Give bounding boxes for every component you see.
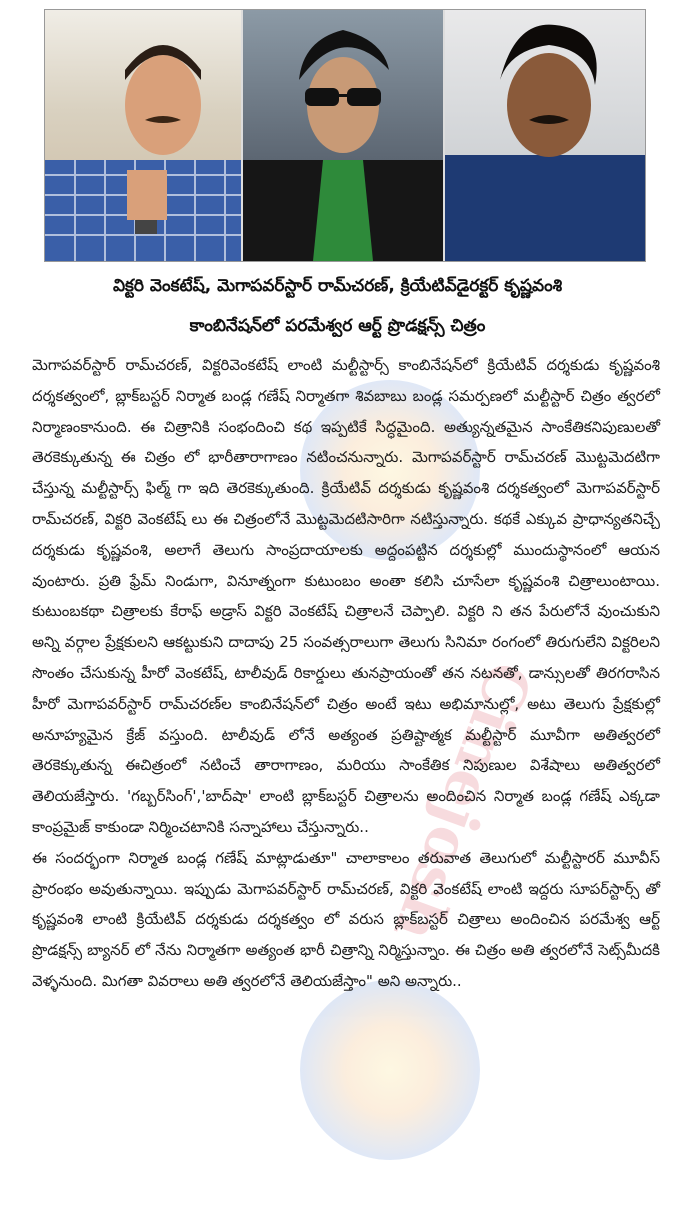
article-body (32, 350, 660, 997)
watermark-text: Cinejosh (379, 652, 545, 951)
krishna-vamsi-photo (445, 10, 645, 261)
photo-strip (44, 9, 646, 262)
article-paragraph-1: మెగాపవర్‌స్టార్ రామ్‌చరణ్, విక్టరివెంకటేష్ లాంటి మల్టీస్టార్స్ కాంబినేషన్‌లో క్రియేటివ్ దర్శకుడు కృష్ణవంశి దర్శకత్వంలో, బ్లాక్‌బస్టర్ నిర్మాత బండ్ల గణేష్ నిర్మాతగా శివబాబు బండ్ల సమర్పణలో మల్టీస్టార్ చిత్రం త్వరలో నిర్మాణంకానుంది. ఈ చిత్రానికి సంభందించి కథ ఇప్పటికే సిద్ధమైంది. అత్యున్నతమైన సాంకేతికనిపుణులతో తెరకెక్కుతున్న ఈ చిత్రం లో భారీతారాగాణం నటించనున్నారు. మెగాపవర్‌స్టార్ రామ్‌చరణ్ మొట్టమెదటిగా చేస్తున్న మల్టీస్టార్స్ ఫిల్మ్ గా ఇది తెరకెక్కుతుంది. క్రియేటివ్ దర్శకుడు కృష్ణవంశి దర్శకత్వంలో మెగాపవర్‌స్టార్ రామ్‌చరణ్, విక్టరి వెంకటేష్ లు ఈ చిత్రంలోనే మొట్టమెదటిసారిగా నటిస్తున్నారు. కథకే ఎక్కువ ప్రాధాన్యతనిచ్చే దర్శకుడు కృష్ణవంశి, అలాగే తెలుగు సాంప్రదాయాలకు అద్దంపట్టిన దర్శకుల్లో ముందుస్థానంలో ఆయన వుంటారు. ప్రతి ఫ్రేమ్ నిండుగా, వినూత్నంగా కుటుంబం అంతా కలిసి చూసేలా కృష్ణవంశి చిత్రాలుంటాయి. కుటుంబకథా చిత్రాలకు కేరాఫ్ అడ్రాస్ విక్టరి వెంకటేష్ చిత్రాలనే చెప్పాలి. విక్టరి ని తన పేరులోనే వుంచుకుని అన్ని వర్గాల ప్రేక్షకులని ఆకట్టుకుని దాదాపు 25 సంవత్సరాలుగా తెలుగు సినిమా రంగంలో తిరుగులేని విక్టరిలని సొంతం చేసుకున్న హీరో వెంకటేష్, టాలీవుడ్ రికార్డులు తునప్రాయంతో తన నటనతో, డాన్సులతో తిరగరాసిన హీరో మెగాపవర్‌స్టార్ రామ్‌చరణ్‌ల కాంబినేషన్‌లో చిత్రం అంటే ఇటు అభిమానుల్లో, అటు తెలుగు ప్రేక్షకుల్లో అనూహ్యమైన క్రేజ్ వస్తుంది. టాలీవుడ్ లోనే అత్యంత ప్రతిష్టాత్మక మల్టీస్టార్ మూవీగా అతిత్వరలో తెరకెక్కుతున్న ఈచిత్రంలో నటించే తారాగాణం, మరియు సాంకేతిక నిపుణుల విశేషాలు అతిత్వరలో తెలియజేస్తారు. 'గబ్బర్‌సింగ్','బాద్‌షా' లాంటి బ్లాక్‌బస్టర్ చిత్రాలను అందించిన నిర్మాత బండ్ల గణేష్ ఎక్కడా కాంప్రమైజ్ కాకుండా నిర్మించటానికి సన్నాహాలు చేస్తున్నారు.. (32, 356, 660, 836)
headline-line-1: విక్టరి వెంకటేష్, మెగాపవర్‌స్టార్ రామ్‌చరణ్, క్రియేటివ్‌డైరక్టర్ కృష్ణవంశి (112, 276, 563, 296)
headline-line-2: కాంబినేషన్‌లో పరమేశ్వర ఆర్ట్ ప్రొడక్షన్స్ చిత్రం (189, 316, 486, 336)
article-paragraph-2: ఈ సందర్భంగా నిర్మాత బండ్ల గణేష్ మాట్లాడుతూ" చాలాకాలం తరువాత తెలుగులో మల్టీస్టారర్ మూవీస్ ప్రారంభం అవుతున్నాయి. ఇప్పుడు మెగాపవర్‌స్టార్ రామ్‌చరణ్, విక్టరి వెంకటేష్ లాంటి ఇద్దరు సూపర్‌స్టార్స్ తో కృష్ణవంశి లాంటి క్రియేటివ్ దర్శకుడు దర్శకత్వం లో వరుస బ్లాక్‌బస్టర్ చిత్రాలు అందించిన పరమేశ్వ ఆర్ట్ ప్రొడక్షన్స్ బ్యానర్ లో నేను నిర్మాతగా అత్యంత భారీ చిత్రాన్ని నిర్మిస్తున్నాం. ఈ చిత్రం అతి త్వరలోనే సెట్స్‌మీదకి వెళ్ళనుంది. మిగతా వివరాలు అతి త్వరలోనే తెలియజేస్తాం" అని అన్నారు.. (32, 848, 660, 990)
venkatesh-photo (45, 10, 241, 261)
ram-charan-photo (243, 10, 443, 261)
